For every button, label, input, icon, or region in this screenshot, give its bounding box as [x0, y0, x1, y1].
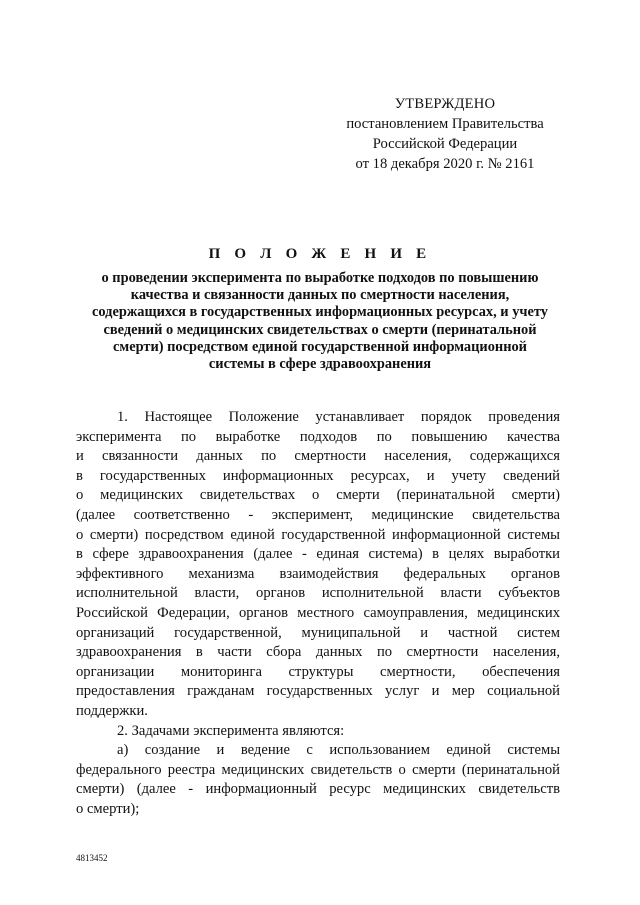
subtitle-line: содержащихся в государственных информационных ресурсах, и учету — [92, 304, 548, 321]
body-line: о смерти) посредством единой государственной информационной системы — [76, 526, 560, 543]
body-line: эксперимента по выработке подходов по повышению качества — [76, 428, 560, 445]
body-line: поддержки. — [76, 702, 148, 719]
approval-stamp — [320, 94, 570, 174]
body-line: федерального реестра медицинских свидетельств о смерти (перинатальной — [76, 761, 560, 778]
body-line: в государственных информационных ресурсах, и учету сведений — [76, 467, 560, 484]
body-line: о смерти); — [76, 800, 140, 817]
body-line: организации мониторинга структуры смертности, обеспечения — [76, 663, 560, 680]
body-line: предоставления гражданам государственных услуг и мер социальной — [76, 683, 560, 700]
body-line: организаций государственной, муниципальной и частной систем — [76, 624, 560, 641]
body-line: Российской Федерации, органов местного самоуправления, медицинских — [76, 604, 560, 621]
document-body — [76, 408, 560, 819]
body-line: исполнительной власти, органов исполнительной власти субъектов — [76, 585, 560, 602]
subtitle-line: системы в сфере здравоохранения — [208, 356, 432, 373]
document-subtitle — [80, 270, 560, 373]
body-line: 1. Настоящее Положение устанавливает порядок проведения — [117, 409, 560, 425]
body-line: здравоохранения в части сбора данных по смертности населения, — [76, 644, 560, 661]
subtitle-line: сведений о медицинских свидетельствах о смерти (перинатальной — [103, 321, 537, 338]
subtitle-line: качества и связанности данных по смертности населения, — [130, 287, 510, 304]
body-line: а) создание и ведение с использованием единой системы — [117, 742, 560, 759]
approval-title: УТВЕРЖДЕНО — [394, 96, 496, 112]
body-line: о медицинских свидетельствах о смерти (перинатальной смерти) — [76, 487, 560, 504]
body-line: и связанности данных по смертности населения, содержащихся — [76, 448, 560, 465]
document-id: 4813452 — [76, 853, 108, 863]
subtitle-line: о проведении эксперимента по выработке подходов по повышению — [101, 270, 539, 286]
approval-date-number: от 18 декабря 2020 г. № 2161 — [355, 156, 535, 172]
body-line: 2. Задачами эксперимента являются: — [117, 722, 345, 739]
body-line: эффективного механизма взаимодействия федеральных органов — [76, 565, 560, 582]
approval-org: Российской Федерации — [372, 136, 518, 152]
body-line: (далее соответственно - эксперимент, медицинские свидетельства — [76, 506, 560, 523]
document-heading: П О Л О Ж Е Н И Е — [208, 246, 432, 262]
body-line: в сфере здравоохранения (далее - единая система) в целях выработки — [76, 546, 560, 563]
subtitle-line: смерти) посредством единой государственной информационной — [113, 338, 527, 355]
approval-by: постановлением Правительства — [346, 116, 544, 132]
body-line: смерти) (далее - информационный ресурс медицинских свидетельств — [76, 781, 560, 798]
